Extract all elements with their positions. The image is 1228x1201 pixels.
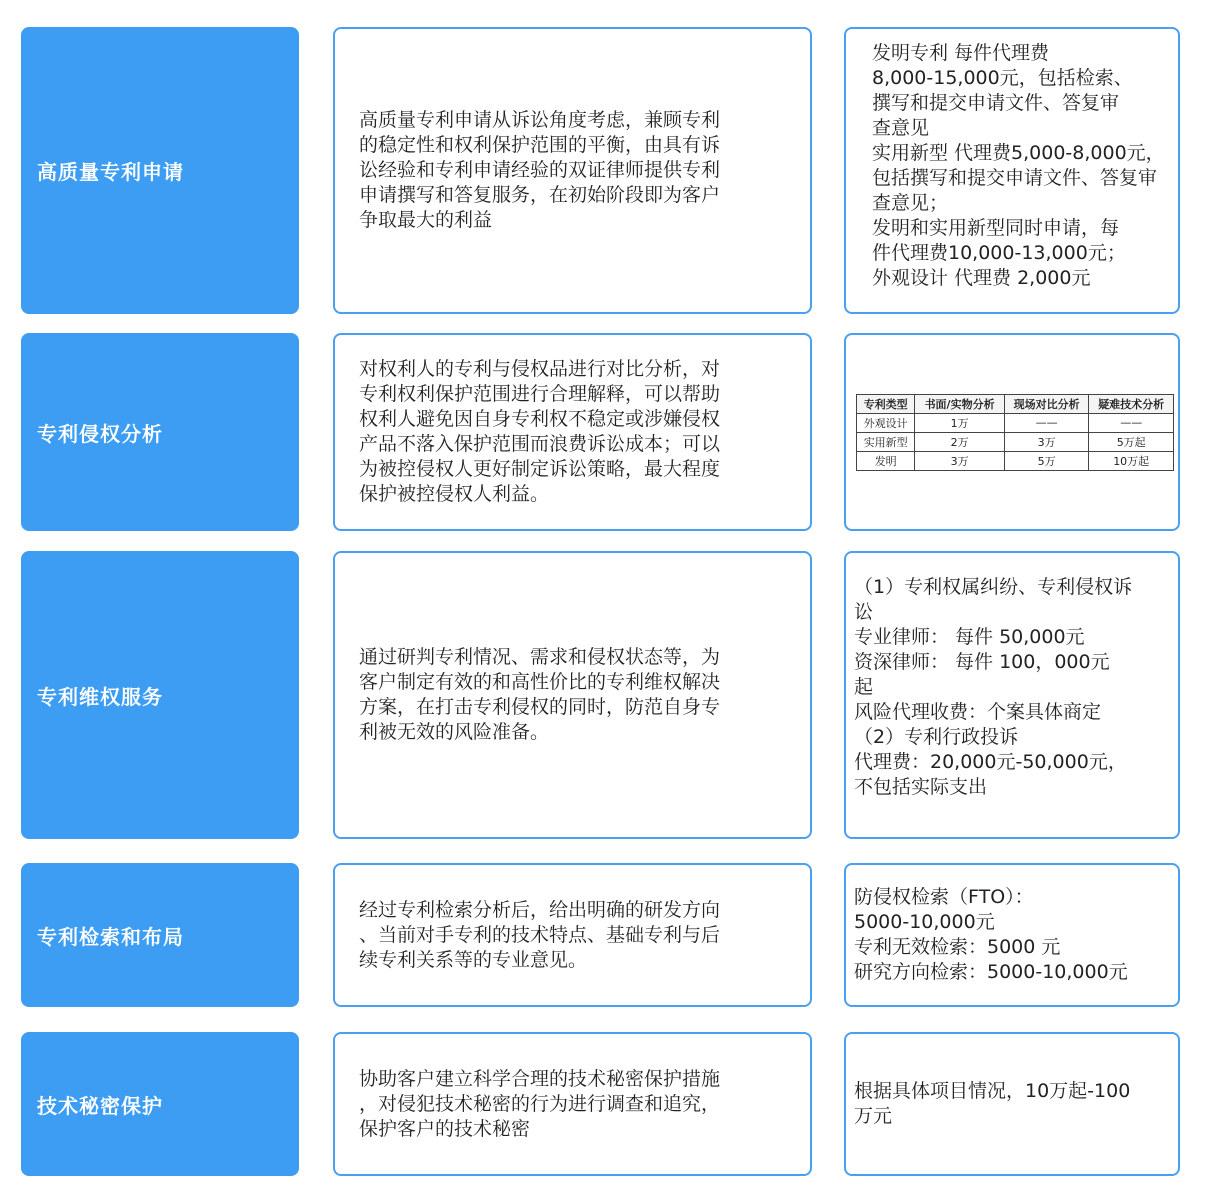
service-label: 高质量专利申请	[21, 27, 299, 314]
table-header-row	[857, 394, 1174, 413]
table-row	[857, 432, 1174, 451]
table-row	[857, 451, 1174, 470]
table-header-cell: 书面/实物分析	[915, 394, 1004, 413]
service-description-box	[333, 1032, 812, 1176]
service-label: 专利维权服务	[21, 551, 299, 839]
service-price: 发明专利 每件代理费 8,000-15,000元，包括检索、 撰写和提交申请文件、答复审 查意见 实用新型 代理费5,000-8,000元， 包括撰写和提交申请文件、答复审 查意见； 发明和实用新型同时申请，每 件代理费10,000-13,000元； 外观设计 代理费 2,000元	[872, 42, 1165, 289]
table-cell: 3万	[1004, 432, 1089, 451]
service-description-box	[333, 863, 812, 1007]
service-label: 专利检索和布局	[21, 863, 299, 1007]
table-cell: 1万	[915, 413, 1004, 432]
service-description: 高质量专利申请从诉讼角度考虑，兼顾专利 的稳定性和权利保护范围的平衡，由具有诉 讼经验和专利申请经验的双证律师提供专利 申请撰写和答复服务，在初始阶段即为客户 争取最大的利益	[359, 109, 721, 231]
table-cell: 实用新型	[857, 432, 915, 451]
table-cell: ——	[1089, 413, 1174, 432]
fee-table-box	[844, 333, 1180, 531]
table-header-cell: 现场对比分析	[1004, 394, 1089, 413]
service-label: 技术秘密保护	[21, 1032, 299, 1176]
service-label: 专利侵权分析	[21, 333, 299, 531]
service-description-box	[333, 27, 812, 314]
table-cell: 5万起	[1089, 432, 1174, 451]
table-header-cell: 疑难技术分析	[1089, 394, 1174, 413]
service-description: 通过研判专利情况、需求和侵权状态等，为 客户制定有效的和高性价比的专利维权解决 方案，在打击专利侵权的同时，防范自身专 利被无效的风险准备。	[359, 646, 721, 743]
service-price: （1）专利权属纠纷、专利侵权诉 讼 专业律师： 每件 50,000元 资深律师： 每件 100，000元 起 风险代理收费：个案具体商定 （2）专利行政投诉 代理费：20,000元-50,000元， 不包括实际支出	[854, 576, 1133, 798]
service-description-box	[333, 551, 812, 839]
table-cell: 2万	[915, 432, 1004, 451]
table-cell: 5万	[1004, 451, 1089, 470]
table-row	[857, 413, 1174, 432]
service-description: 经过专利检索分析后，给出明确的研发方向 、当前对手专利的技术特点、基础专利与后 续专利关系等的专业意见。	[359, 898, 721, 971]
table-cell: 3万	[915, 451, 1004, 470]
service-price: 根据具体项目情况，10万起-100 万元	[854, 1080, 1131, 1127]
fee-table	[856, 394, 1174, 471]
service-price-box	[844, 1032, 1180, 1176]
service-price-box	[844, 863, 1180, 1007]
service-description: 对权利人的专利与侵权品进行对比分析，对 专利权利保护范围进行合理解释，可以帮助 权利人避免因自身专利权不稳定或涉嫌侵权 产品不落入保护范围而浪费诉讼成本；可以 为被控侵权人更好制定诉讼策略，最大程度 保护被控侵权人利益。	[359, 358, 721, 505]
service-price: 防侵权检索（FTO）： 5000-10,000元 专利无效检索：5000 元 研究方向检索：5000-10,000元	[854, 886, 1128, 983]
table-cell: 外观设计	[857, 413, 915, 432]
table-cell: 10万起	[1089, 451, 1174, 470]
service-description: 协助客户建立科学合理的技术秘密保护措施 ，对侵犯技术秘密的行为进行调查和追究， 保护客户的技术秘密	[359, 1067, 721, 1140]
table-cell: 发明	[857, 451, 915, 470]
table-cell: ——	[1004, 413, 1089, 432]
service-description-box	[333, 333, 812, 531]
service-price-box	[844, 27, 1180, 314]
table-header-cell: 专利类型	[857, 394, 915, 413]
service-price-box	[844, 551, 1180, 839]
